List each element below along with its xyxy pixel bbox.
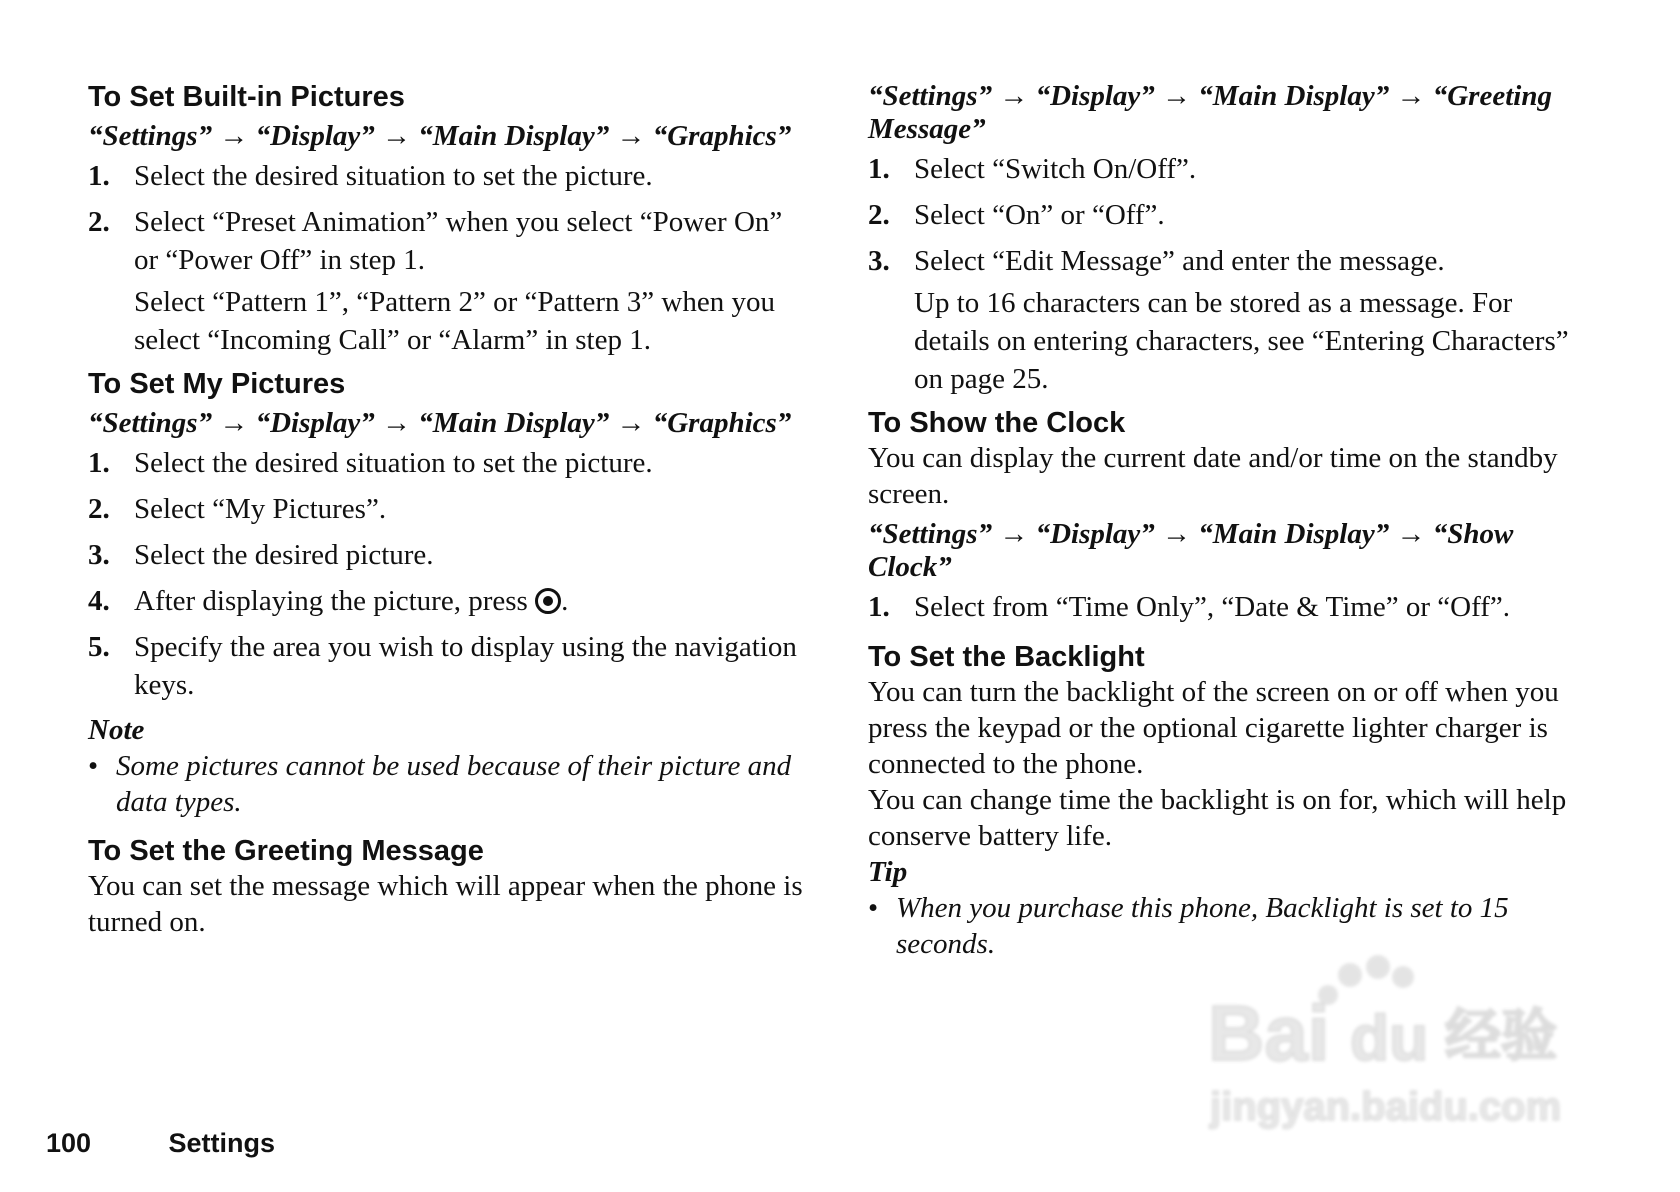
steps-list <box>868 588 1588 626</box>
step-item <box>88 536 808 574</box>
note-title: Note <box>88 714 145 746</box>
step-text: Select the desired situation to set the picture. <box>134 447 653 479</box>
step-text-end: . <box>561 585 569 617</box>
svg-text:经验: 经验 <box>1445 1004 1557 1069</box>
step-text: Select “On” or “Off”. <box>914 199 1165 231</box>
step-text: Select “My Pictures”. <box>134 493 387 525</box>
center-key-icon <box>535 588 561 614</box>
svg-text:Bai: Bai <box>1208 989 1330 1077</box>
bullet-icon: • <box>868 892 879 924</box>
step-content <box>134 203 808 359</box>
step-number: 1. <box>88 447 110 479</box>
step-item <box>88 490 808 528</box>
page-number: 100 <box>46 1128 92 1158</box>
heading-greeting-message: To Set the Greeting Message <box>88 835 484 867</box>
step-text: Select “Preset Animation” when you select “Power On” or “Power Off” in step 1. <box>134 206 783 276</box>
steps-list <box>868 150 1588 398</box>
step-item <box>88 203 808 359</box>
body-text: You can display the current date and/or time on the standby screen. <box>868 442 1558 510</box>
step-text: Select the desired picture. <box>134 539 434 571</box>
step-item <box>868 150 1588 188</box>
tip-bullet <box>868 890 1588 962</box>
step-item <box>88 628 808 704</box>
bullet-icon: • <box>88 750 99 782</box>
heading-show-clock: To Show the Clock <box>868 407 1126 439</box>
menu-path: “Settings” → “Display” → “Main Display” → “Graphics” <box>88 407 792 439</box>
step-number: 3. <box>868 245 890 277</box>
note-text: Some pictures cannot be used because of their picture and data types. <box>116 750 792 818</box>
step-number: 5. <box>88 631 110 663</box>
step-item <box>88 157 808 195</box>
menu-path: “Settings” → “Display” → “Main Display” → “Greeting Message” <box>868 80 1552 145</box>
body-text: You can turn the backlight of the screen on or off when you press the keypad or the optional cigarette lighter charger is connected to the phone. <box>868 676 1559 780</box>
step-number: 4. <box>88 585 110 617</box>
heading-backlight: To Set the Backlight <box>868 641 1145 673</box>
section-name: Settings <box>168 1128 276 1158</box>
step-text: Select “Edit Message” and enter the message. <box>914 245 1445 277</box>
step-text: Select “Switch On/Off”. <box>914 153 1197 185</box>
svg-text:du: du <box>1350 1002 1429 1074</box>
steps-list <box>88 157 808 359</box>
body-text: You can change time the backlight is on for, which will help conserve battery life. <box>868 784 1567 852</box>
tip-text: When you purchase this phone, Backlight is set to 15 seconds. <box>896 892 1509 960</box>
step-text: After displaying the picture, press <box>134 585 528 617</box>
step-number: 1. <box>868 591 890 623</box>
heading-built-in-pictures: To Set Built-in Pictures <box>88 81 405 113</box>
step-subtext: Up to 16 characters can be stored as a message. For details on entering characters, see “Entering Characters” on page 25. <box>914 287 1569 395</box>
step-subtext: Select “Pattern 1”, “Pattern 2” or “Pattern 3” when you select “Incoming Call” or “Alarm” in step 1. <box>134 286 775 356</box>
step-item <box>868 588 1588 626</box>
step-item <box>88 444 808 482</box>
svg-text:jingyan.baidu.com: jingyan.baidu.com <box>1210 1085 1562 1129</box>
steps-list <box>88 444 808 704</box>
step-number: 2. <box>88 493 110 525</box>
step-content <box>134 582 808 620</box>
step-item <box>868 242 1588 398</box>
heading-my-pictures: To Set My Pictures <box>88 368 346 400</box>
tip-title: Tip <box>868 856 908 888</box>
body-text: You can set the message which will appear when the phone is turned on. <box>88 870 803 938</box>
step-number: 2. <box>88 206 110 238</box>
step-text: Specify the area you wish to display using the navigation keys. <box>134 631 797 701</box>
step-number: 2. <box>868 199 890 231</box>
menu-path: “Settings” → “Display” → “Main Display” → “Show Clock” <box>868 518 1514 583</box>
step-text: Select from “Time Only”, “Date & Time” or “Off”. <box>914 591 1510 623</box>
step-number: 3. <box>88 539 110 571</box>
left-column <box>88 80 808 940</box>
step-text: Select the desired situation to set the picture. <box>134 160 653 192</box>
step-item <box>868 196 1588 234</box>
baidu-watermark-logo <box>1200 955 1600 1145</box>
step-content <box>914 242 1588 398</box>
step-number: 1. <box>868 153 890 185</box>
page-footer <box>46 1128 275 1159</box>
menu-path: “Settings” → “Display” → “Main Display” → “Graphics” <box>88 120 792 152</box>
step-item <box>88 582 808 620</box>
step-number: 1. <box>88 160 110 192</box>
note-bullet <box>88 748 808 820</box>
right-column <box>868 80 1588 962</box>
